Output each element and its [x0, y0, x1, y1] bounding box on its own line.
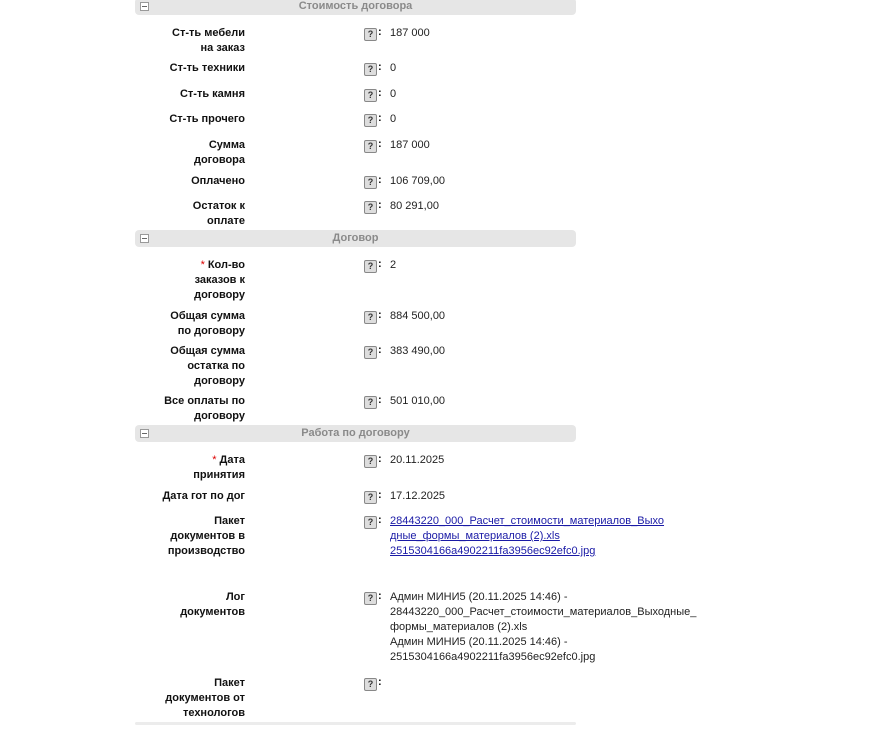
field-value: 20.11.2025 — [390, 454, 445, 466]
section-header-cost[interactable] — [135, 0, 576, 15]
help-icon[interactable]: ? — [364, 114, 377, 127]
collapse-icon[interactable] — [140, 2, 149, 11]
help-icon[interactable]: ? — [364, 260, 377, 273]
field-label: Остаток к оплате — [192, 200, 245, 227]
colon: : — [378, 87, 382, 99]
field-value: 2 — [390, 259, 397, 271]
help-icon[interactable]: ? — [364, 28, 377, 41]
section-divider — [135, 722, 576, 725]
field-value: 884 500,00 — [390, 310, 446, 322]
colon: : — [378, 199, 382, 211]
help-icon[interactable]: ? — [364, 89, 377, 102]
help-icon[interactable]: ? — [364, 311, 377, 324]
colon: : — [378, 453, 382, 465]
required-marker: * — [212, 454, 217, 466]
colon: : — [378, 514, 382, 526]
colon: : — [378, 174, 382, 186]
section-header-work[interactable] — [135, 425, 576, 442]
field-value: 383 490,00 — [390, 345, 446, 357]
log-entry: 28443220_000_Расчет_стоимости_материалов_Выходные_формы_материалов (2).xls — [390, 606, 697, 633]
field-label: Все оплаты по договору — [164, 395, 245, 422]
colon: : — [378, 112, 382, 124]
required-marker: * — [200, 259, 205, 271]
field-label: Общая сумма по договору — [170, 310, 245, 337]
colon: : — [378, 344, 382, 356]
colon: : — [378, 61, 382, 73]
field-value: 80 291,00 — [390, 200, 439, 212]
log-entry: Админ МИНИ5 (20.11.2025 14:46) - — [390, 636, 568, 648]
help-icon[interactable]: ? — [364, 346, 377, 359]
field-label: * Кол-во заказов к договору — [194, 259, 245, 301]
field-value: 0 — [390, 113, 397, 125]
section-title: Стоимость договора — [298, 0, 413, 12]
colon: : — [378, 590, 382, 602]
field-label: Дата гот по дог — [162, 490, 245, 502]
help-icon[interactable]: ? — [364, 516, 377, 529]
field-label: Ст-ть техники — [169, 62, 245, 74]
help-icon[interactable]: ? — [364, 396, 377, 409]
help-icon[interactable]: ? — [364, 140, 377, 153]
help-icon[interactable]: ? — [364, 491, 377, 504]
file-list — [390, 514, 665, 559]
field-value: 17.12.2025 — [390, 490, 446, 502]
field-label: Пакет документов в производство — [167, 515, 245, 557]
log-list — [390, 590, 700, 665]
log-entry: Админ МИНИ5 (20.11.2025 14:46) - — [390, 591, 568, 603]
field-label: Ст-ть мебели на заказ — [172, 27, 245, 54]
colon: : — [378, 26, 382, 38]
field-value: 187 000 — [390, 139, 430, 151]
collapse-icon[interactable] — [140, 429, 149, 438]
section-title: Работа по договору — [301, 427, 410, 439]
help-icon[interactable]: ? — [364, 455, 377, 468]
help-icon[interactable]: ? — [364, 201, 377, 214]
colon: : — [378, 394, 382, 406]
field-label: Общая сумма остатка по договору — [170, 345, 245, 387]
colon: : — [378, 489, 382, 501]
field-value: 0 — [390, 62, 397, 74]
colon: : — [378, 676, 382, 688]
section-title: Договор — [332, 232, 379, 244]
field-label: Ст-ть камня — [179, 88, 245, 100]
colon: : — [378, 138, 382, 150]
field-value: 187 000 — [390, 27, 430, 39]
help-icon[interactable]: ? — [364, 678, 377, 691]
log-entry: 2515304166a4902211fa3956ec92efc0.jpg — [390, 651, 596, 663]
file-link[interactable]: 2515304166a4902211fa3956ec92efc0.jpg — [390, 545, 596, 557]
field-value: 106 709,00 — [390, 175, 446, 187]
field-label: Лог документов — [180, 591, 245, 618]
help-icon[interactable]: ? — [364, 592, 377, 605]
field-label: Ст-ть прочего — [169, 113, 245, 125]
colon: : — [378, 258, 382, 270]
field-label: * Дата принятия — [193, 454, 245, 481]
help-icon[interactable]: ? — [364, 63, 377, 76]
field-value: 501 010,00 — [390, 395, 446, 407]
colon: : — [378, 309, 382, 321]
file-link[interactable]: 28443220_000_Расчет_стоимости_материалов_Выходные_формы_материалов (2).xls — [390, 515, 665, 542]
field-value: 0 — [390, 88, 397, 100]
field-label: Оплачено — [191, 175, 245, 187]
field-label: Пакет документов от технологов — [165, 677, 245, 719]
section-header-contract[interactable] — [135, 230, 576, 247]
field-label: Сумма договора — [193, 139, 245, 166]
help-icon[interactable]: ? — [364, 176, 377, 189]
collapse-icon[interactable] — [140, 234, 149, 243]
